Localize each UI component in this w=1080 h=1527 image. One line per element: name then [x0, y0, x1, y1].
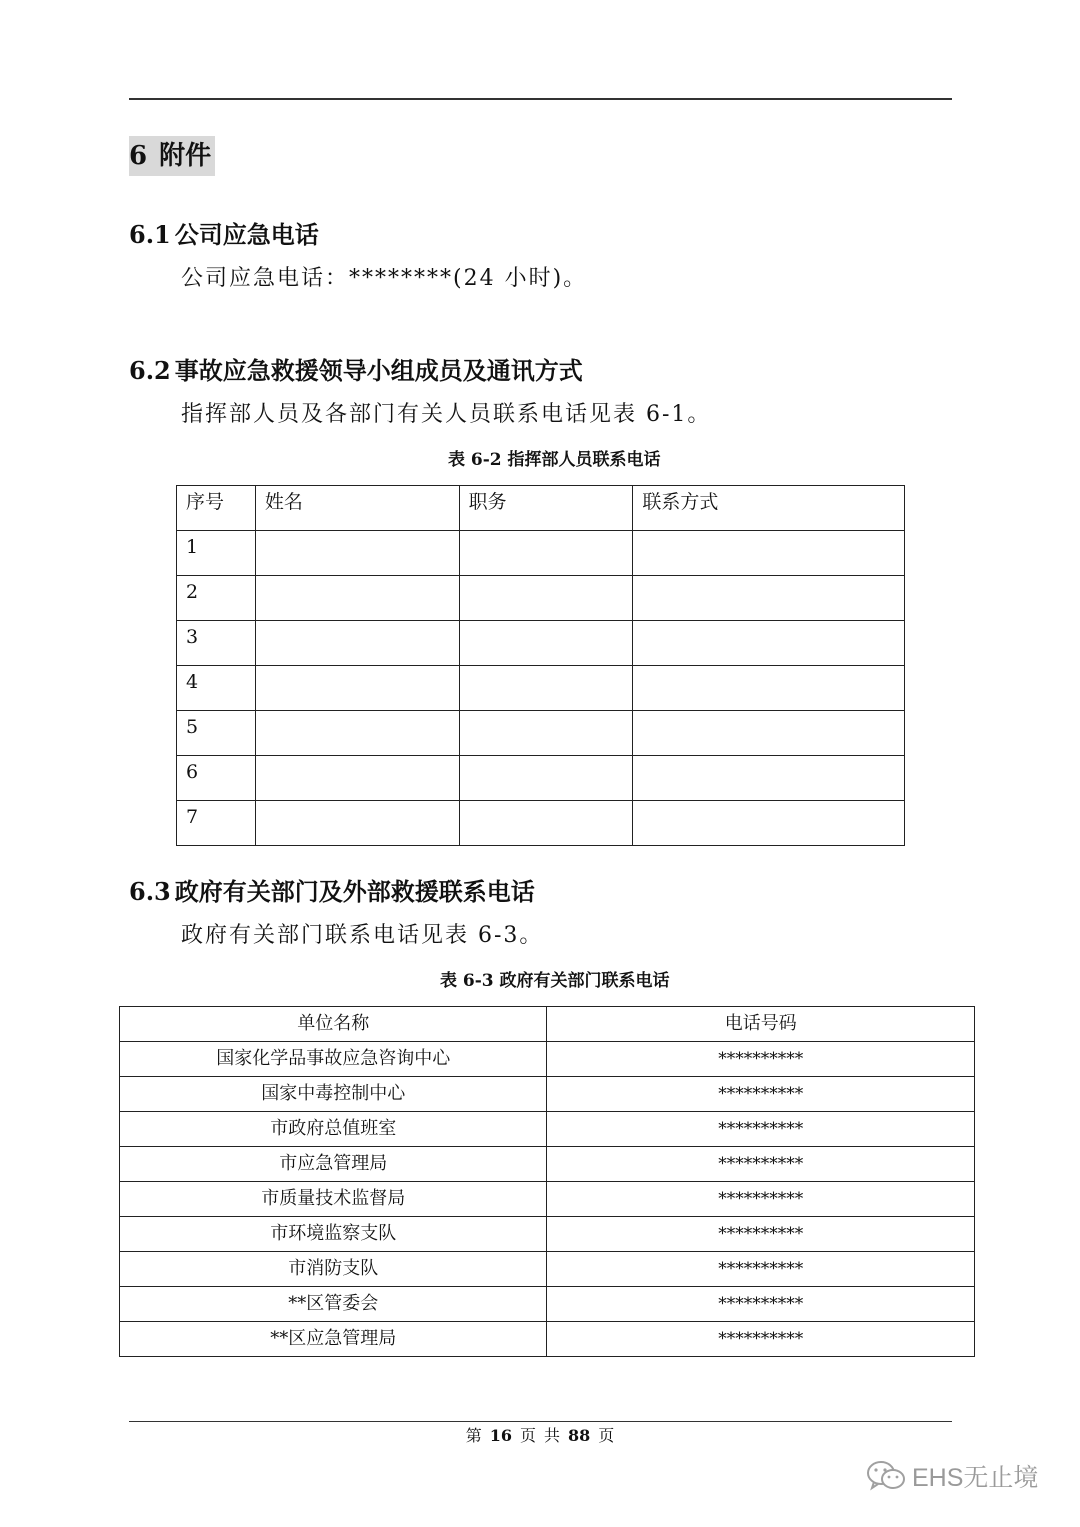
table-row — [120, 1252, 975, 1287]
phone-cell: ********** — [547, 1077, 975, 1112]
phone-cell: ********** — [547, 1322, 975, 1357]
table-row — [177, 621, 905, 666]
wechat-icon — [866, 1459, 906, 1493]
table-header-row — [120, 1007, 975, 1042]
phone-cell: ********** — [547, 1147, 975, 1182]
paragraph-6-1: 公司应急电话：********(24 小时)。 — [181, 266, 588, 291]
column-header: 电话号码 — [547, 1007, 975, 1042]
position-cell — [459, 801, 633, 846]
unit-name-cell: 市环境监察支队 — [120, 1217, 547, 1252]
name-cell — [255, 756, 459, 801]
contact-cell — [633, 576, 905, 621]
table-row — [177, 531, 905, 576]
heading-6-3: 6.3 政府有关部门及外部救援联系电话 — [129, 877, 535, 906]
column-header: 职务 — [459, 486, 633, 531]
name-cell — [255, 576, 459, 621]
section-heading — [129, 136, 215, 176]
phone-cell: ********** — [547, 1182, 975, 1217]
table-6-3-caption: 表 6-3 政府有关部门联系电话 — [440, 971, 670, 991]
position-cell — [459, 531, 633, 576]
page-footer: 第 16 页 共 88 页 — [465, 1426, 615, 1445]
watermark-text: EHS无止境 — [912, 1464, 1039, 1492]
unit-name-cell: 市消防支队 — [120, 1252, 547, 1287]
row-index: 4 — [177, 666, 256, 711]
heading-6-1: 6.1 公司应急电话 — [129, 220, 319, 249]
footer-rule — [129, 1421, 952, 1422]
contact-cell — [633, 621, 905, 666]
unit-name-cell: 国家化学品事故应急咨询中心 — [120, 1042, 547, 1077]
row-index: 5 — [177, 711, 256, 756]
page-number: 16 — [489, 1426, 512, 1445]
staff-contact-table — [176, 485, 905, 846]
table-row — [120, 1287, 975, 1322]
contact-cell — [633, 756, 905, 801]
name-cell — [255, 531, 459, 576]
phone-cell: ********** — [547, 1217, 975, 1252]
table-6-2-caption: 表 6-2 指挥部人员联系电话 — [448, 450, 661, 470]
table-header-row — [177, 486, 905, 531]
column-header: 联系方式 — [633, 486, 905, 531]
phone-cell: ********** — [547, 1287, 975, 1322]
phone-cell: ********** — [547, 1042, 975, 1077]
position-cell — [459, 666, 633, 711]
contact-cell — [633, 666, 905, 711]
table-row — [177, 576, 905, 621]
government-contact-table — [119, 1006, 975, 1357]
section-number: 6 — [129, 141, 148, 171]
header-rule — [129, 98, 952, 100]
table-row — [120, 1322, 975, 1357]
paragraph-6-2: 指挥部人员及各部门有关人员联系电话见表 6-1。 — [181, 402, 712, 427]
section-title: 附件 — [159, 141, 212, 171]
column-header: 序号 — [177, 486, 256, 531]
row-index: 7 — [177, 801, 256, 846]
unit-name-cell: **区管委会 — [120, 1287, 547, 1322]
table-row — [120, 1077, 975, 1112]
phone-cell: ********** — [547, 1112, 975, 1147]
unit-name-cell: 市质量技术监督局 — [120, 1182, 547, 1217]
paragraph-6-3: 政府有关部门联系电话见表 6-3。 — [181, 923, 544, 948]
position-cell — [459, 756, 633, 801]
table-row — [120, 1112, 975, 1147]
position-cell — [459, 711, 633, 756]
row-index: 2 — [177, 576, 256, 621]
position-cell — [459, 576, 633, 621]
name-cell — [255, 801, 459, 846]
name-cell — [255, 666, 459, 711]
unit-name-cell: **区应急管理局 — [120, 1322, 547, 1357]
contact-cell — [633, 531, 905, 576]
table-row — [120, 1182, 975, 1217]
table-row — [177, 756, 905, 801]
position-cell — [459, 621, 633, 666]
table-row — [120, 1042, 975, 1077]
unit-name-cell: 市政府总值班室 — [120, 1112, 547, 1147]
contact-cell — [633, 711, 905, 756]
watermark — [866, 1456, 1038, 1496]
column-header: 单位名称 — [120, 1007, 547, 1042]
table-row — [120, 1147, 975, 1182]
table-row — [177, 711, 905, 756]
name-cell — [255, 711, 459, 756]
column-header: 姓名 — [255, 486, 459, 531]
contact-cell — [633, 801, 905, 846]
table-row — [177, 801, 905, 846]
total-pages: 88 — [568, 1426, 591, 1445]
table-row — [177, 666, 905, 711]
row-index: 6 — [177, 756, 256, 801]
row-index: 3 — [177, 621, 256, 666]
unit-name-cell: 国家中毒控制中心 — [120, 1077, 547, 1112]
table-row — [120, 1217, 975, 1252]
name-cell — [255, 621, 459, 666]
phone-cell: ********** — [547, 1252, 975, 1287]
unit-name-cell: 市应急管理局 — [120, 1147, 547, 1182]
row-index: 1 — [177, 531, 256, 576]
heading-6-2: 6.2 事故应急救援领导小组成员及通讯方式 — [129, 356, 583, 385]
